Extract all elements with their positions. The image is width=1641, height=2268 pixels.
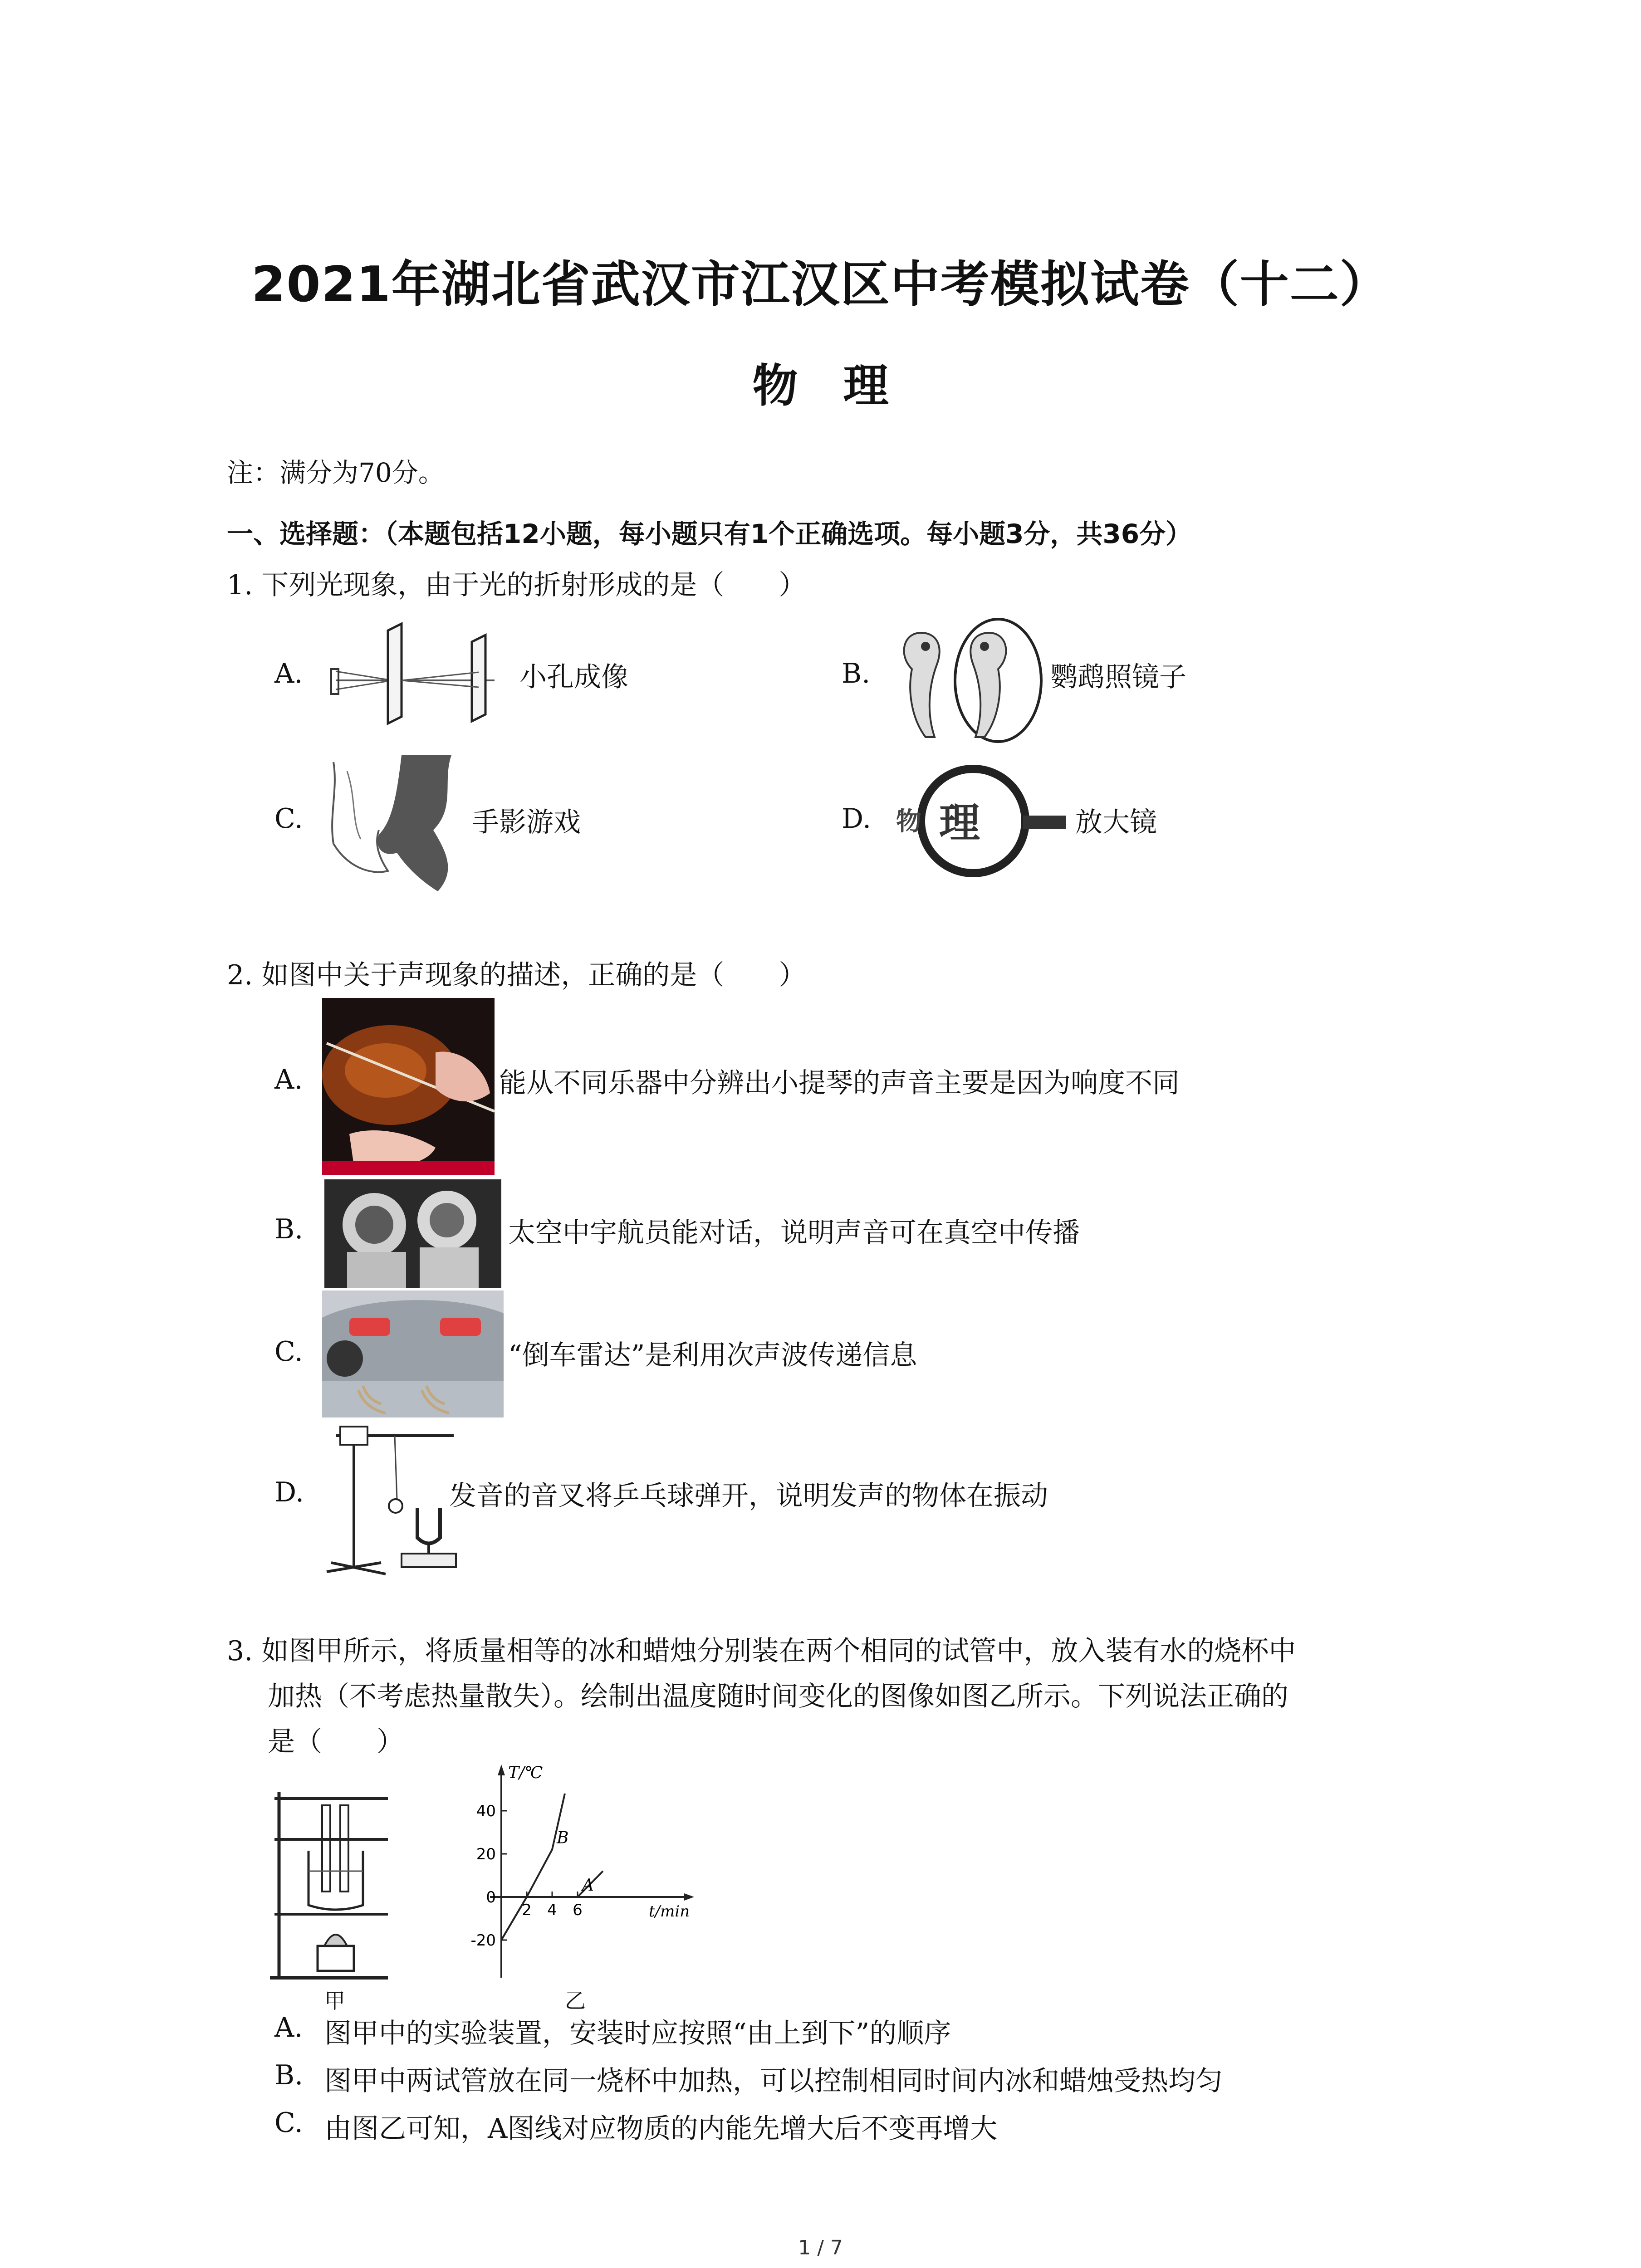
reversing-radar-photo: [322, 1290, 504, 1418]
violin-photo: [322, 998, 495, 1175]
heating-apparatus-figure: [270, 1787, 392, 1996]
q2-option-b-label: B.: [274, 1213, 304, 1245]
q2-option-b-text: 太空中宇航员能对话，说明声音可在真空中传播: [508, 1217, 1080, 1249]
series-label-A: A: [582, 1876, 594, 1895]
figure-yi-label: 乙: [565, 1989, 586, 2013]
q1-option-d-label: D.: [842, 803, 872, 835]
y-tick-label: 20: [476, 1845, 496, 1863]
score-note: 注：满分为70分。: [227, 457, 445, 488]
chart-ticks: [470, 1802, 582, 1950]
x-axis-label: t/min: [649, 1902, 690, 1921]
astronauts-photo: [324, 1179, 501, 1288]
page-title: 2021年湖北省武汉市江汉区中考模拟试卷（十二）: [251, 256, 1390, 313]
q1-option-c-label: C.: [274, 803, 303, 835]
q3-option-b-label: B.: [274, 2059, 304, 2091]
q3-option-a-text: 图甲中的实验装置，安装时应按照“由上到下”的顺序: [324, 2018, 951, 2049]
subject-heading: 物 理: [752, 359, 889, 412]
tuning-fork-figure: [318, 1418, 463, 1581]
q3-option-b-text: 图甲中两试管放在同一烧杯中加热，可以控制相同时间内冰和蜡烛受热均匀: [324, 2065, 1223, 2097]
q3-option-c-label: C.: [274, 2107, 303, 2139]
series-label-B: B: [557, 1828, 569, 1848]
x-tick-label: 6: [573, 1901, 583, 1919]
x-tick-label: 2: [522, 1901, 532, 1919]
parrot-mirror-figure: [894, 615, 1048, 746]
question-3-stem-line1: 3. 如图甲所示，将质量相等的冰和蜡烛分别装在两个相同的试管中，放入装有水的烧杯中: [227, 1635, 1296, 1667]
q2-option-d-label: D.: [274, 1476, 304, 1508]
question-1-stem: 1. 下列光现象，由于光的折射形成的是（ ）: [227, 569, 806, 601]
q1-option-b-text: 鹦鹉照镜子: [1050, 661, 1186, 693]
q2-option-a-label: A.: [274, 1064, 303, 1095]
question-2-stem: 2. 如图中关于声现象的描述，正确的是（ ）: [227, 959, 806, 991]
temperature-time-chart: [454, 1760, 708, 1996]
question-3-stem-line3: 是（ ）: [268, 1726, 404, 1758]
q1-option-a-label: A.: [274, 658, 303, 689]
q3-option-a-label: A.: [274, 2012, 303, 2043]
lens-label-wu: 物: [896, 807, 921, 836]
x-axis-arrow: [684, 1893, 694, 1901]
magnifier-figure: [892, 762, 1068, 885]
x-tick-label: 4: [547, 1901, 557, 1919]
q1-option-a-text: 小孔成像: [519, 661, 628, 693]
q1-option-b-label: B.: [842, 658, 871, 689]
page-number: 1 / 7: [798, 2236, 843, 2259]
y-tick-label: 0: [486, 1888, 496, 1906]
question-3-stem-line2: 加热（不考虑热量散失）。绘制出温度随时间变化的图像如图乙所示。下列说法正确的: [268, 1681, 1288, 1712]
y-axis-arrow: [498, 1765, 505, 1775]
q2-option-c-label: C.: [274, 1336, 303, 1368]
q3-option-c-text: 由图乙可知，A图线对应物质的内能先增大后不变再增大: [324, 2113, 998, 2145]
q1-option-d-text: 放大镜: [1075, 807, 1157, 838]
q2-option-d-text: 发音的音叉将乒乓球弹开，说明发声的物体在振动: [449, 1480, 1048, 1512]
y-tick-label: 40: [476, 1802, 496, 1820]
y-axis-label: T/℃: [508, 1764, 543, 1782]
pinhole-figure: [322, 621, 513, 735]
q2-option-a-text: 能从不同乐器中分辨出小提琴的声音主要是因为响度不同: [499, 1067, 1180, 1099]
figure-jia-label: 甲: [324, 1989, 345, 2013]
y-tick-label: -20: [470, 1931, 496, 1950]
q2-option-c-text: “倒车雷达”是利用次声波传递信息: [508, 1339, 917, 1371]
lens-label-li: 理: [939, 799, 980, 847]
q1-option-c-text: 手影游戏: [472, 807, 581, 838]
section-heading: 一、选择题：（本题包括12小题，每小题只有1个正确选项。每小题3分，共36分）: [227, 518, 1192, 549]
hand-shadow-figure: [320, 753, 470, 894]
